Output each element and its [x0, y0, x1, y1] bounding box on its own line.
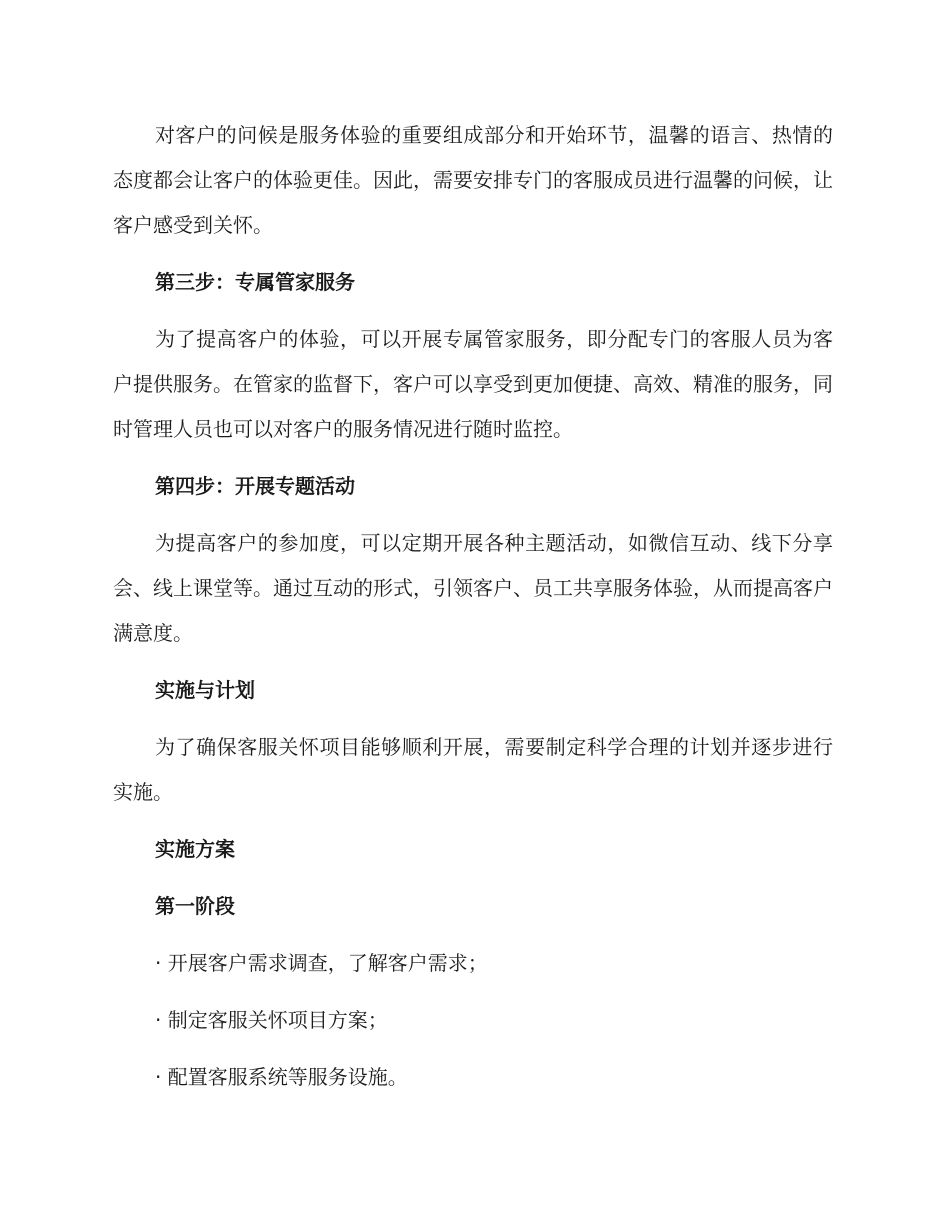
heading-step-three: 第三步：专属管家服务	[155, 270, 355, 294]
list-item: · 开展客户需求调查，了解客户需求；	[155, 951, 488, 975]
list-item: · 制定客服关怀项目方案；	[155, 1008, 388, 1032]
heading-step-four: 第四步：开展专题活动	[155, 474, 355, 498]
paragraph-greeting: 对客户的问候是服务体验的重要组成部分和开始环节，温馨的语言、热情的态度都会让客户的体验更佳。因此，需要安排专门的客服成员进行温馨的问候，让客户感受到关怀。	[113, 123, 833, 237]
paragraph-plan-intro: 为了确保客服关怀项目能够顺利开展，需要制定科学合理的计划并逐步进行实施。	[113, 735, 833, 804]
heading-phase-one: 第一阶段	[155, 894, 235, 918]
document-body	[113, 113, 833, 1112]
paragraph-themed-activities: 为提高客户的参加度，可以定期开展各种主题活动，如微信互动、线下分享会、线上课堂等。通过互动的形式，引领客户、员工共享服务体验，从而提高客户满意度。	[113, 531, 833, 645]
list-item: · 配置客服系统等服务设施。	[155, 1065, 408, 1089]
heading-implementation-scheme: 实施方案	[155, 837, 235, 861]
heading-implementation-plan: 实施与计划	[155, 678, 255, 702]
paragraph-butler-service: 为了提高客户的体验，可以开展专属管家服务，即分配专门的客服人员为客户提供服务。在管家的监督下，客户可以享受到更加便捷、高效、精准的服务，同时管理人员也可以对客户的服务情况进行随时监控。	[113, 327, 833, 441]
